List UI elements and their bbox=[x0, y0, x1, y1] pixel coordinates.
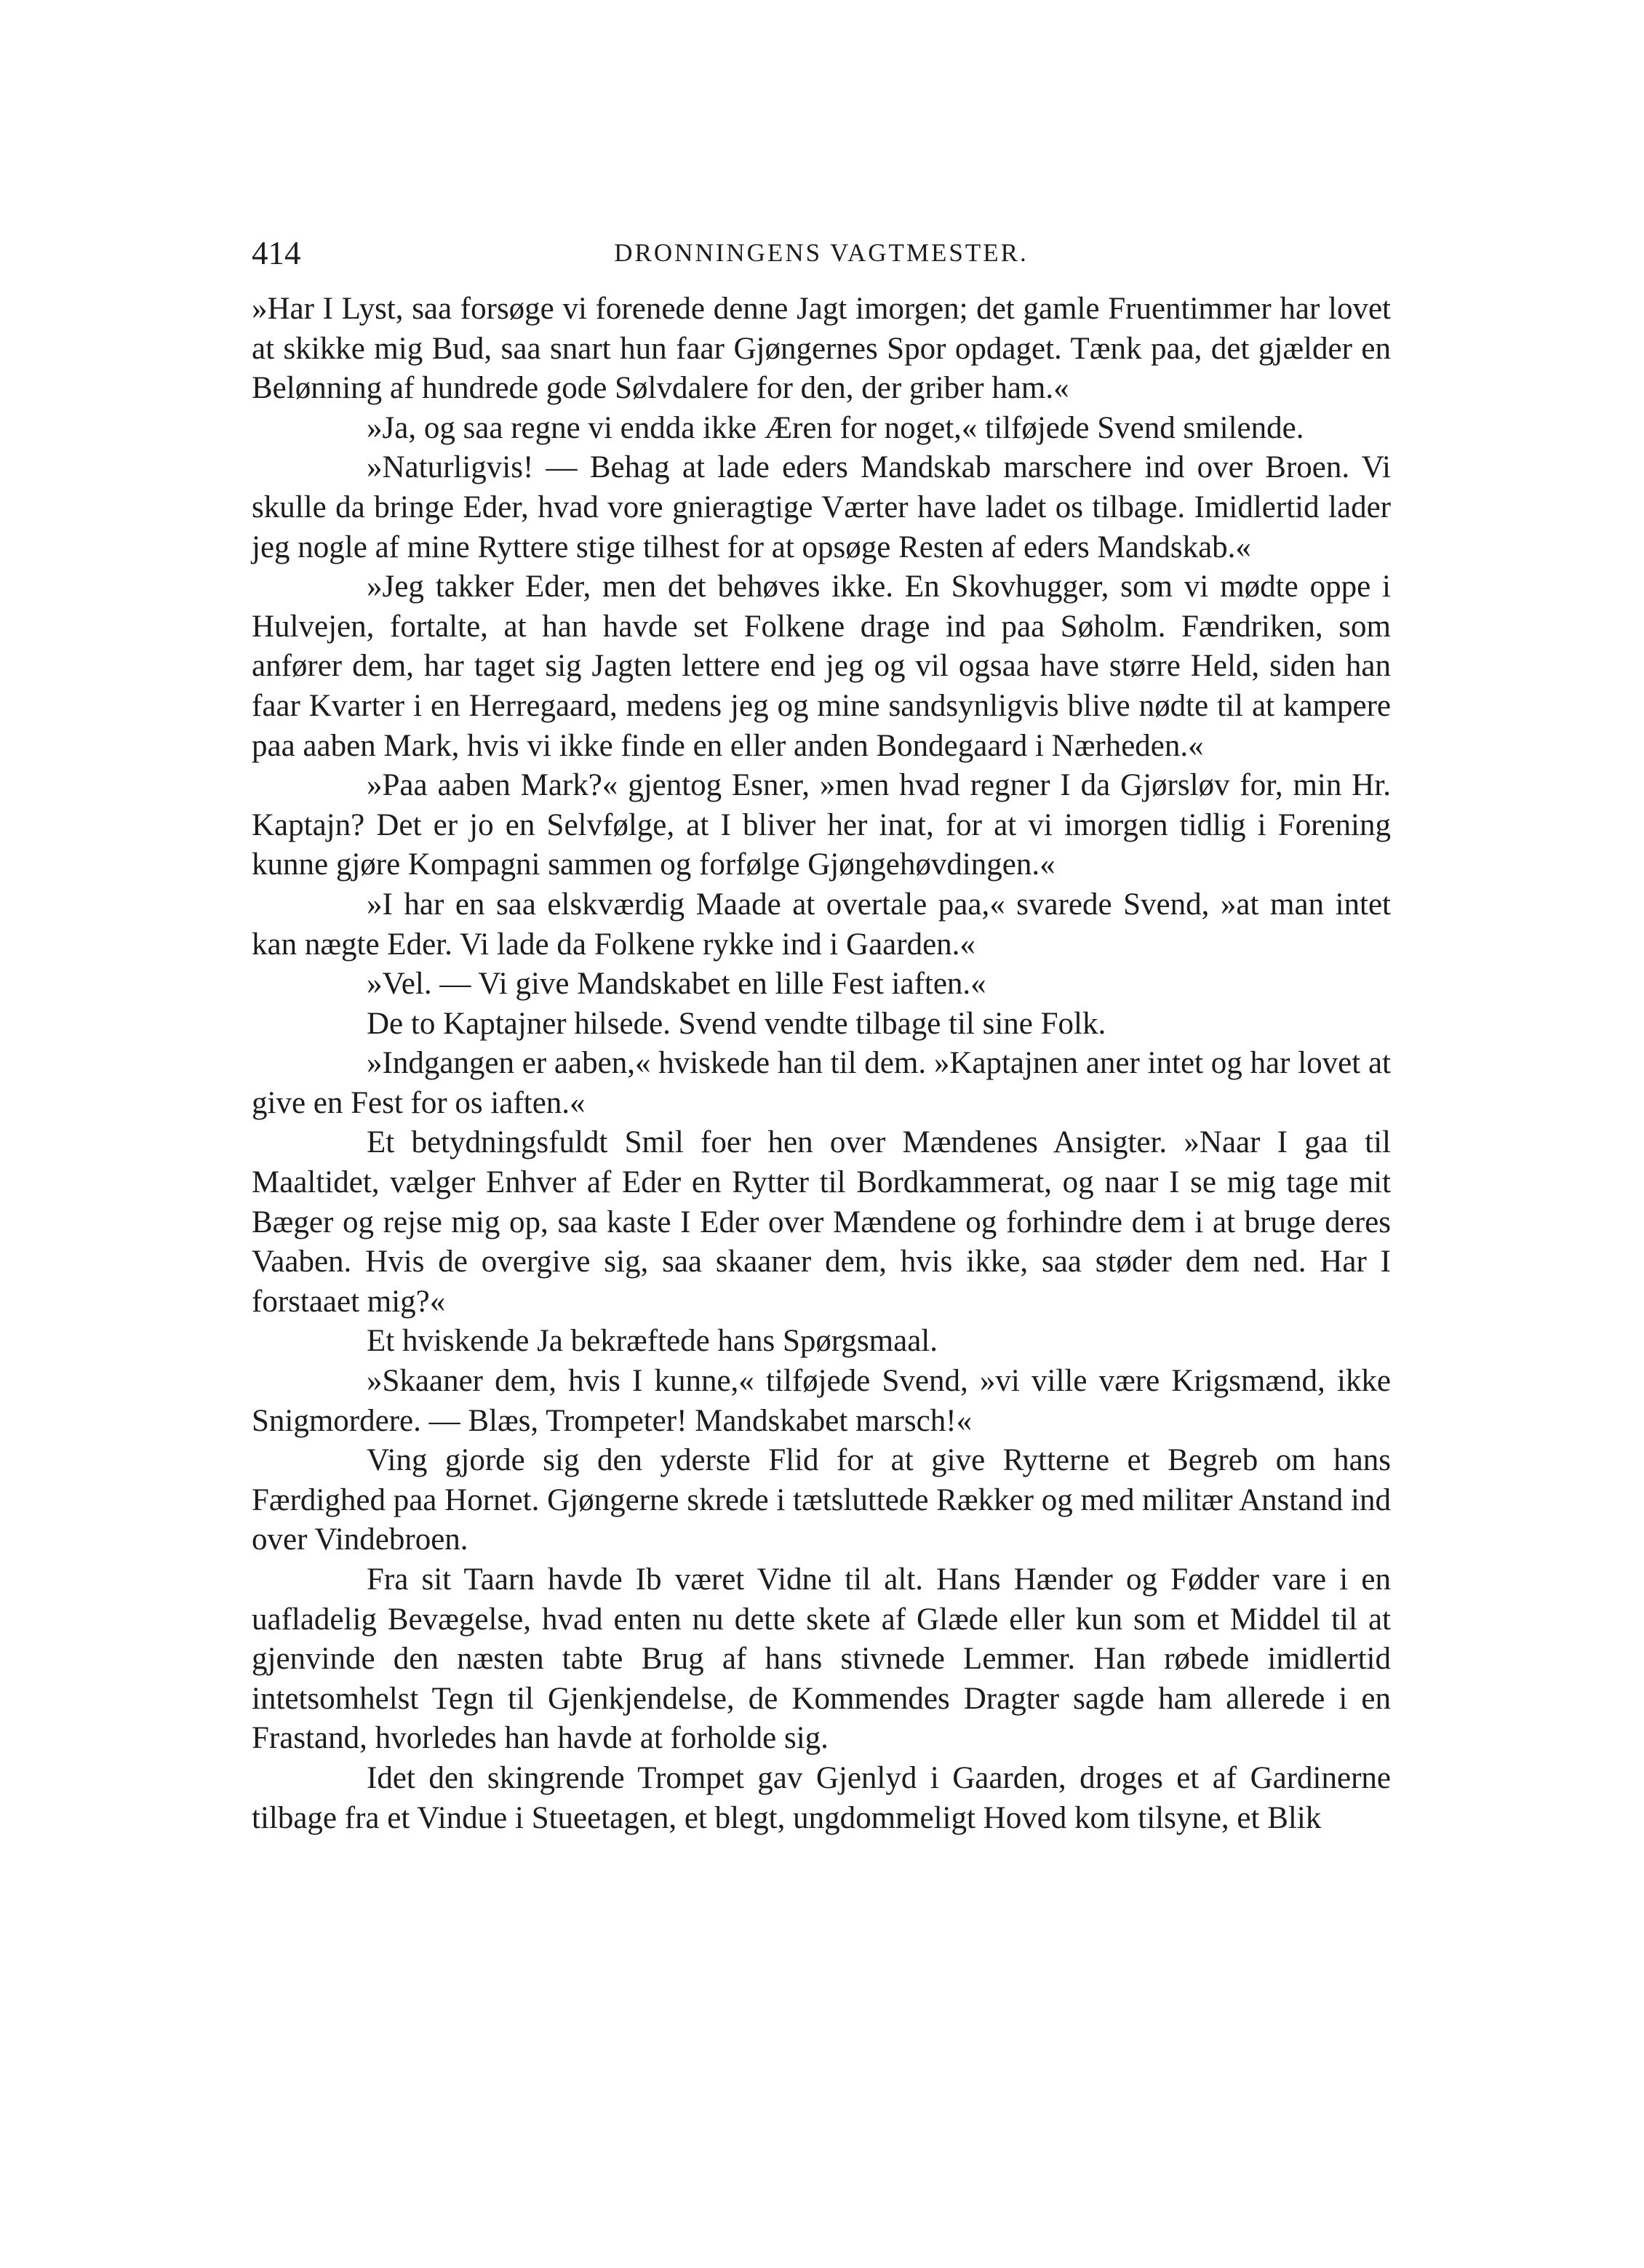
paragraph-4: »Jeg takker Eder, men det behøves ikke. En Skovhugger, som vi mødte oppe i Hulvejen, fortalte, at han havde set Folkene drage ind paa Søholm. Fændriken, som anfører dem, har taget sig Jagten lettere end jeg og vil ogsaa have større Held, siden han faar Kvarter i en Herregaard, medens jeg og mine sandsynligvis blive nødte til at kampere paa aaben Mark, hvis vi ikke finde en eller anden Bondegaard i Nærheden.« bbox=[252, 570, 1391, 763]
paragraph-3: »Naturligvis! — Behag at lade eders Mandskab marschere ind over Broen. Vi skulle da bringe Eder, hvad vore gnieragtige Værter have ladet os tilbage. Imidlertid lader jeg nogle af mine Ryttere stige tilhest for at opsøge Resten af eders Mandskab.« bbox=[252, 450, 1391, 564]
page-header bbox=[252, 231, 1391, 275]
paragraph-15: Idet den skingrende Trompet gav Gjenlyd i Gaarden, droges et af Gardinerne tilbage fra et Vindue i Stueetagen, et blegt, ungdommeligt Hoved kom tilsyne, et Blik bbox=[252, 1760, 1391, 1835]
page-number: 414 bbox=[252, 235, 301, 271]
paragraph-12: »Skaaner dem, hvis I kunne,« tilføjede Svend, »vi ville være Krigsmænd, ikke Snigmordere. — Blæs, Trompeter! Mandskabet marsch!« bbox=[252, 1364, 1391, 1438]
paragraph-2: »Ja, og saa regne vi endda ikke Æren for noget,« tilføjede Svend smilende. bbox=[367, 410, 1304, 445]
paragraph-8: De to Kaptajner hilsede. Svend vendte tilbage til sine Folk. bbox=[367, 1006, 1106, 1041]
paragraph-14: Fra sit Taarn havde Ib været Vidne til alt. Hans Hænder og Fødder vare i en uafladelig Bevægelse, hvad enten nu dette skete af Glæde eller kun som et Middel til at gjenvinde den næsten tabte Brug af hans stivnede Lemmer. Han røbede imidlertid intetsomhelst Tegn til Gjenkjendelse, de Kommendes Dragter sagde ham allerede i en Frastand, hvorledes han havde at forholde sig. bbox=[252, 1562, 1391, 1756]
paragraph-6: »I har en saa elskværdig Maade at overtale paa,« svarede Svend, »at man intet kan nægte Eder. Vi lade da Folkene rykke ind i Gaarden.« bbox=[252, 887, 1391, 962]
paragraph-13: Ving gjorde sig den yderste Flid for at give Rytterne et Begreb om hans Færdighed paa Hornet. Gjøngerne skrede i tætsluttede Rækker og med militær Anstand ind over Vindebroen. bbox=[252, 1443, 1391, 1557]
paragraph-7: »Vel. — Vi give Mandskabet en lille Fest iaften.« bbox=[367, 967, 986, 1002]
paragraph-11: Et hviskende Ja bekræftede hans Spørgsmaal. bbox=[367, 1324, 938, 1359]
paragraph-10: Et betydningsfuldt Smil foer hen over Mændenes Ansigter. »Naar I gaa til Maaltidet, vælger Enhver af Eder en Rytter til Bordkammerat, og naar I se mig tage mit Bæger og rejse mig op, saa kaste I Eder over Mændene og forhindre dem i at bruge deres Vaaben. Hvis de overgive sig, saa skaaner dem, hvis ikke, saa støder dem ned. Har I forstaaet mig?« bbox=[252, 1125, 1391, 1319]
running-title: DRONNINGENS VAGTMESTER. bbox=[614, 239, 1029, 267]
body-text bbox=[252, 290, 1391, 1838]
paragraph-5: »Paa aaben Mark?« gjentog Esner, »men hvad regner I da Gjørsløv for, min Hr. Kaptajn? Det er jo en Selvfølge, at I bliver her inat, for at vi imorgen tidlig i Forening kunne gjøre Kompagni sammen og forfølge Gjøngehøvdingen.« bbox=[252, 768, 1391, 882]
paragraph-1: »Har I Lyst, saa forsøge vi forenede denne Jagt imorgen; det gamle Fruentimmer har lovet at skikke mig Bud, saa snart hun faar Gjøngernes Spor opdaget. Tænk paa, det gjælder en Belønning af hundrede gode Sølvdalere for den, der griber ham.« bbox=[252, 292, 1391, 406]
paragraph-9: »Indgangen er aaben,« hviskede han til dem. »Kaptajnen aner intet og har lovet at give en Fest for os iaften.« bbox=[252, 1046, 1391, 1120]
